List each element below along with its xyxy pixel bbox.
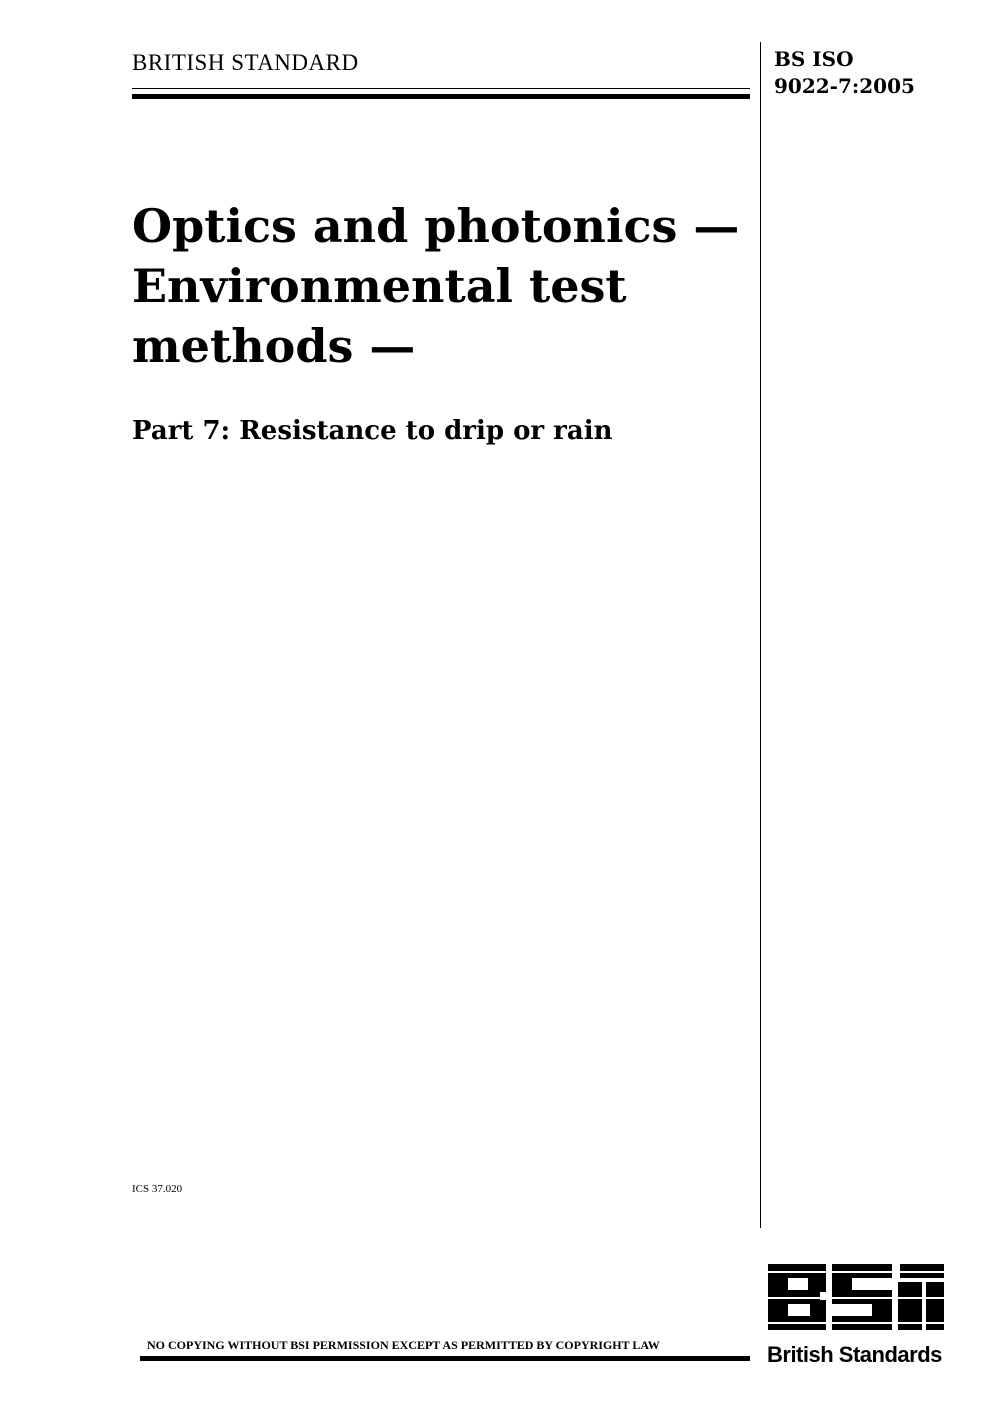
ics-code: ICS 37.020 [132, 1183, 183, 1195]
title-line-1: Optics and photonics — [132, 199, 740, 253]
standard-number [774, 46, 915, 100]
document-type-label: BRITISH STANDARD [132, 50, 359, 75]
footer-rule [140, 1356, 750, 1361]
title-line-3: methods — [132, 319, 416, 373]
copyright-notice: NO COPYING WITHOUT BSI PERMISSION EXCEPT AS PERMITTED BY COPYRIGHT LAW [147, 1338, 660, 1352]
bsi-logo [766, 1262, 946, 1332]
standard-number-line1: BS ISO [774, 47, 854, 71]
vertical-divider [760, 42, 761, 1228]
header-rule-thick [132, 94, 750, 99]
title-line-2: Environmental test [132, 259, 627, 313]
document-subtitle: Part 7: Resistance to drip or rain [132, 416, 613, 446]
standard-number-line2: 9022-7:2005 [774, 74, 915, 98]
header-rule-thin [132, 88, 750, 89]
bsi-logo-caption: British Standards [767, 1342, 942, 1367]
document-title [132, 196, 752, 376]
